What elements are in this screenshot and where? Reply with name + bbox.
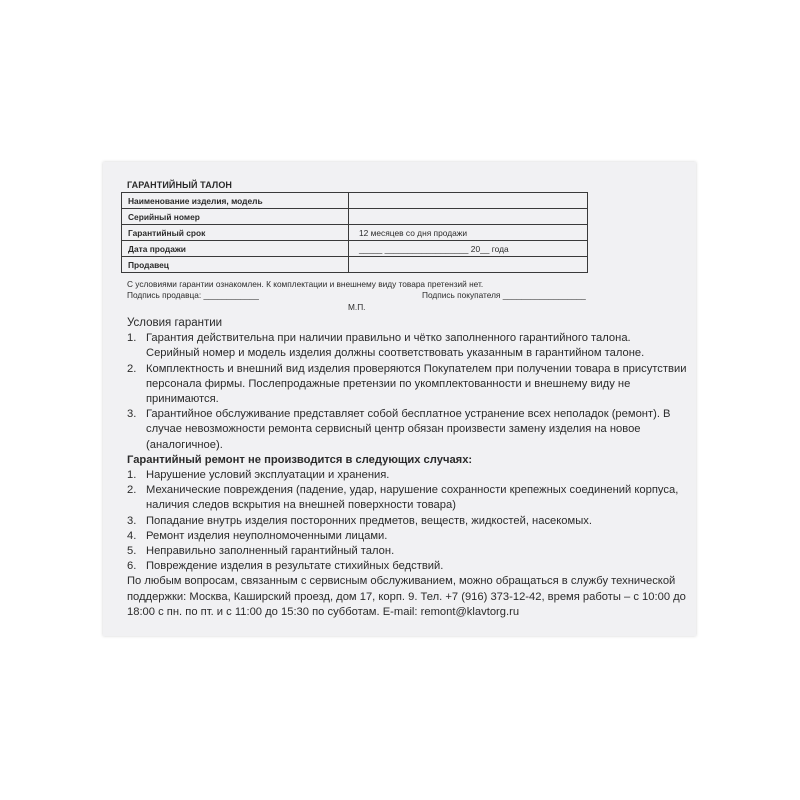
document-title: ГАРАНТИЙНЫЙ ТАЛОН — [127, 180, 233, 190]
exclusions-list — [127, 468, 687, 574]
warranty-table — [121, 192, 588, 273]
support-contact-text: По любым вопросам, связанным с сервисным обслуживанием, можно обращаться в службу технической поддержки: Москва, Каширский проезд, дом 17, корп. 9. Тел. +7 (916) 373-12-42, время работы – с 10:00 до 18:00 с пн. по пт. и с 11:00 до 15:30 по субботам. E-mail: remont@klavtorg.ru — [127, 575, 686, 618]
item-number: 2. — [127, 362, 137, 375]
row-value: _____ __________________ 20__ года — [349, 241, 588, 257]
table-row — [122, 193, 588, 209]
list-item — [127, 483, 687, 513]
row-value: 12 месяцев со дня продажи — [349, 225, 588, 241]
list-item — [127, 559, 687, 574]
item-text: Механические повреждения (падение, удар, нарушение сохранности крепежных соединений корпуса, наличия следов вскрытия на внешней поверхности товара) — [146, 484, 679, 512]
table-row — [122, 257, 588, 273]
warranty-card — [103, 162, 696, 636]
table-row — [122, 225, 588, 241]
row-label: Серийный номер — [122, 209, 349, 225]
list-item — [127, 514, 687, 529]
item-number: 5. — [127, 545, 137, 558]
exclusions-heading: Гарантийный ремонт не производится в следующих случаях: — [127, 453, 473, 466]
stamp-placeholder: М.П. — [348, 302, 366, 312]
conditions-heading: Условия гарантии — [127, 317, 223, 329]
item-text: Повреждение изделия в результате стихийных бедствий. — [146, 560, 444, 573]
item-text: Попадание внутрь изделия посторонних предметов, веществ, жидкостей, насекомых. — [146, 514, 592, 527]
row-label: Дата продажи — [122, 241, 349, 257]
seller-signature-line: Подпись продавца: ____________ — [127, 290, 259, 300]
table-row — [122, 209, 588, 225]
row-label: Наименование изделия, модель — [122, 193, 349, 209]
item-number: 2. — [127, 484, 137, 497]
item-text: Нарушение условий эксплуатации и хранения. — [146, 469, 390, 482]
row-value — [349, 193, 588, 209]
list-item — [127, 544, 687, 559]
item-text: Комплектность и внешний вид изделия проверяются Покупателем при получении товара в присутствии персонала фирмы. Послепродажные претензии по укомплектованности и внешнему виду не принимаются. — [146, 362, 687, 406]
item-number: 4. — [127, 529, 137, 542]
conditions-list — [127, 331, 687, 453]
row-value — [349, 257, 588, 273]
terms-section — [127, 316, 687, 620]
row-label: Продавец — [122, 257, 349, 273]
buyer-signature-line: Подпись покупателя __________________ — [422, 290, 586, 300]
row-value — [349, 209, 588, 225]
list-item — [127, 407, 687, 453]
list-item — [127, 331, 687, 361]
item-text: Неправильно заполненный гарантийный талон. — [146, 545, 395, 558]
item-number: 3. — [127, 408, 137, 421]
item-number: 3. — [127, 514, 137, 527]
list-item — [127, 529, 687, 544]
acknowledgement-text: С условиями гарантии ознакомлен. К комплектации и внешнему виду товара претензий нет. — [127, 279, 484, 289]
item-text: Ремонт изделия неуполномоченными лицами. — [146, 529, 388, 542]
item-number: 1. — [127, 469, 137, 482]
row-label: Гарантийный срок — [122, 225, 349, 241]
list-item — [127, 362, 687, 408]
item-text: Гарантийное обслуживание представляет собой бесплатное устранение всех неполадок (ремонт). В случае невозможности ремонта сервисный центр обязан произвести замену изделия на новое (аналогичное). — [146, 408, 671, 451]
item-text: Гарантия действительна при наличии правильно и чётко заполненного гарантийного талона. Серийный номер и модель изделия должны соответствовать указанным в гарантийном талоне. — [146, 332, 645, 360]
list-item — [127, 468, 687, 483]
item-number: 6. — [127, 560, 137, 573]
table-row — [122, 241, 588, 257]
item-number: 1. — [127, 332, 137, 345]
